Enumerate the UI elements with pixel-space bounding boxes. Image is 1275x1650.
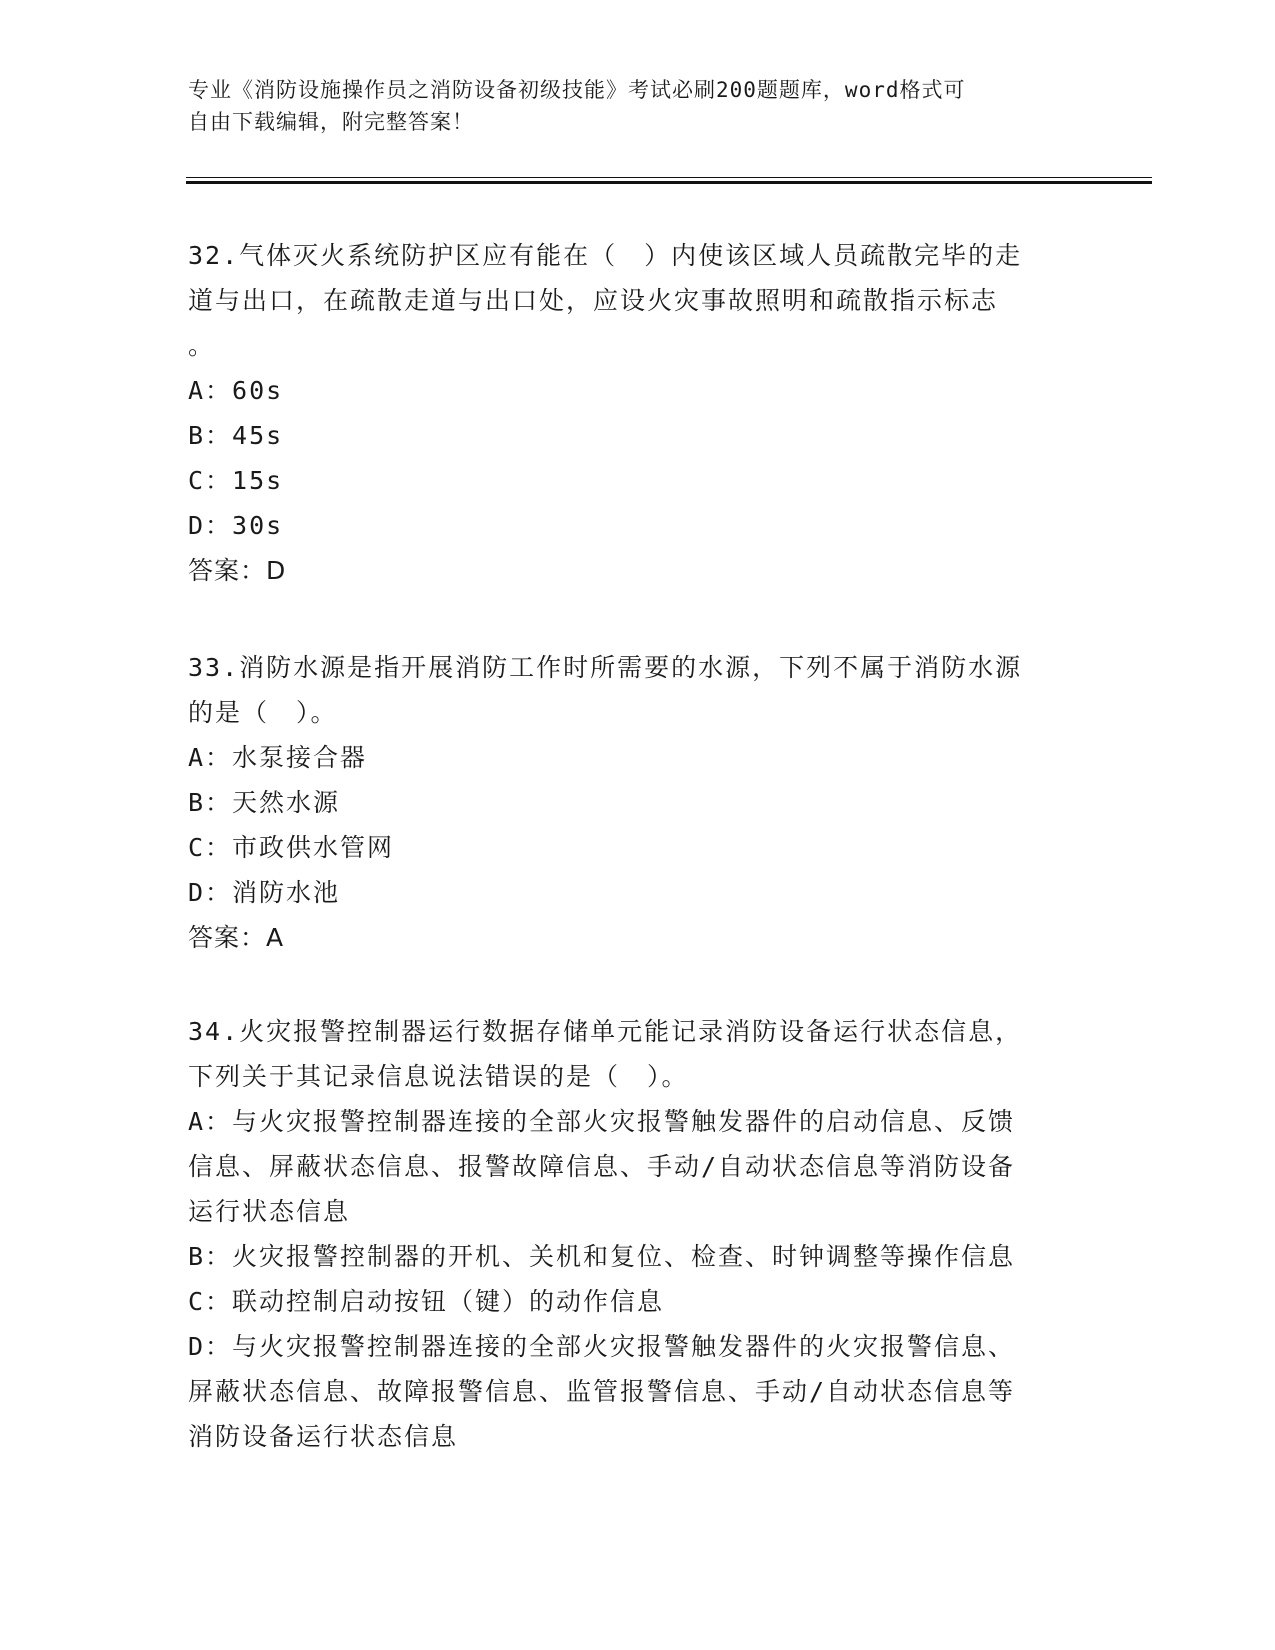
option-b: B：天然水源 [188,788,341,817]
option-a: A：水泵接合器 [188,743,368,772]
option-a-line-2: 信息、屏蔽状态信息、报警故障信息、手动/自动状态信息等消防设备 [188,1152,1016,1181]
option-a-line-1: A：与火灾报警控制器连接的全部火灾报警触发器件的启动信息、反馈 [188,1107,1016,1136]
question-text-line: 下列关于其记录信息说法错误的是（ ）。 [188,1062,689,1091]
option-c: C：联动控制启动按钮（键）的动作信息 [188,1287,665,1316]
answer-line: 答案：D [188,556,287,585]
header-divider-thin [186,177,1152,178]
question-text-line: 。 [188,331,216,360]
question-34 [188,1009,1088,1459]
question-33 [188,645,1088,960]
question-text-line: 33.消防水源是指开展消防工作时所需要的水源，下列不属于消防水源 [188,653,1023,682]
option-d-line-3: 消防设备运行状态信息 [188,1422,459,1451]
question-text-line: 道与出口，在疏散走道与出口处，应设火灾事故照明和疏散指示标志 [188,286,999,315]
header-line-2: 自由下载编辑，附完整答案！ [188,110,474,134]
option-d: D：消防水池 [188,878,341,907]
question-text-line: 的是（ ）。 [188,698,338,727]
question-text-line: 32.气体灭火系统防护区应有能在（ ）内使该区域人员疏散完毕的走 [188,241,1023,270]
question-text-line: 34.火灾报警控制器运行数据存储单元能记录消防设备运行状态信息， [188,1017,1023,1046]
option-b: B：火灾报警控制器的开机、关机和复位、检查、时钟调整等操作信息 [188,1242,1016,1271]
option-c: C：市政供水管网 [188,833,395,862]
option-d-line-1: D：与火灾报警控制器连接的全部火灾报警触发器件的火灾报警信息、 [188,1332,1016,1361]
document-header [188,74,1068,138]
option-d: D：30s [188,511,284,540]
option-d-line-2: 屏蔽状态信息、故障报警信息、监管报警信息、手动/自动状态信息等 [188,1377,1016,1406]
header-line-1: 专业《消防设施操作员之消防设备初级技能》考试必刷200题题库，word格式可 [188,78,966,102]
answer-line: 答案：A [188,923,285,952]
question-32 [188,233,1088,593]
option-a-line-3: 运行状态信息 [188,1197,351,1226]
option-b: B：45s [188,421,284,450]
option-c: C：15s [188,466,284,495]
header-divider-thick [186,181,1152,184]
option-a: A：60s [188,376,284,405]
